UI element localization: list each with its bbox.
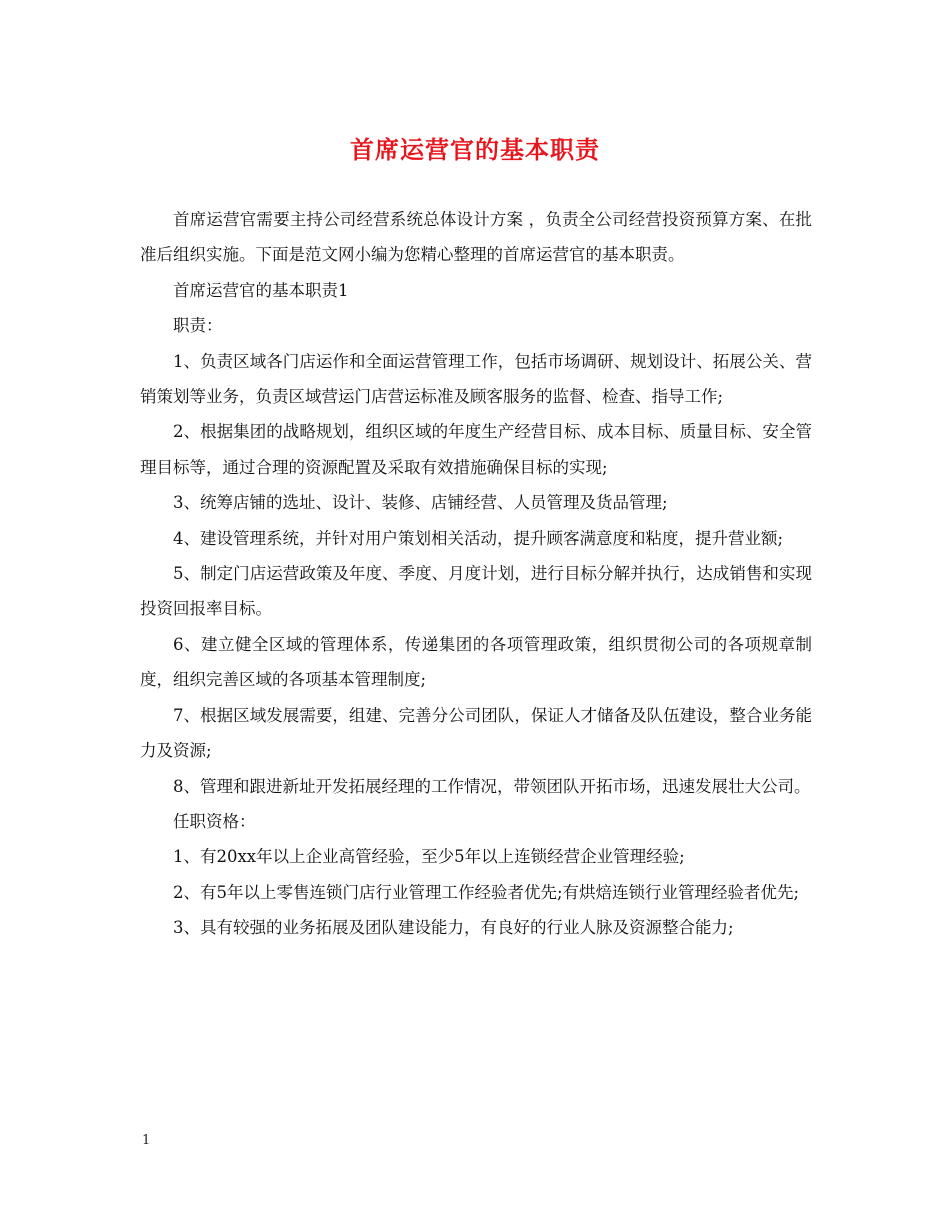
intro-paragraph: 首席运营官需要主持公司经营系统总体设计方案 ，负责全公司经营投资预算方案、在批准后组织实施。下面是范文网小编为您精心整理的首席运营官的基本职责。 — [140, 210, 812, 265]
document-title: 首席运营官的基本职责 — [350, 135, 600, 164]
section-heading: 首席运营官的基本职责1 — [173, 280, 349, 300]
duty-item: 6、建立健全区域的管理体系，传递集团的各项管理政策，组织贯彻公司的各项规章制度，组织完善区域的各项基本管理制度; — [140, 634, 812, 690]
duty-item: 5、制定门店运营政策及年度、季度、月度计划，进行目标分解并执行，达成销售和实现投资回报率目标。 — [140, 564, 812, 619]
duty-item: 8、管理和跟进新址开发拓展经理的工作情况，带领团队开拓市场，迅速发展壮大公司。 — [173, 776, 811, 796]
qualification-item: 1、有20xx年以上企业高管经验，至少5年以上连锁经营企业管理经验; — [173, 847, 685, 867]
page-number: 1 — [142, 1133, 151, 1148]
subheading-duties: 职责： — [173, 316, 223, 336]
qualification-item: 2、有5年以上零售连锁门店行业管理工作经验者优先;有烘焙连锁行业管理经验者优先; — [173, 882, 800, 902]
duty-item: 1、负责区域各门店运作和全面运营管理工作，包括市场调研、规划设计、拓展公关、营销策划等业务，负责区域营运门店营运标准及顾客服务的监督、检查、指导工作; — [140, 351, 812, 407]
duty-item: 2、根据集团的战略规划，组织区域的年度生产经营目标、成本目标、质量目标、安全管理目标等，通过合理的资源配置及采取有效措施确保目标的实现; — [140, 422, 812, 477]
document-body — [140, 202, 812, 946]
duty-item: 4、建设管理系统，并针对用户策划相关活动，提升顾客满意度和粘度，提升营业额; — [173, 528, 784, 548]
duty-item: 7、根据区域发展需要，组建、完善分公司团队，保证人才储备及队伍建设，整合业务能力及资源; — [140, 705, 812, 761]
qualification-item: 3、具有较强的业务拓展及团队建设能力，有良好的行业人脉及资源整合能力; — [173, 918, 734, 938]
duty-item: 3、统筹店铺的选址、设计、装修、店铺经营、人员管理及货品管理; — [173, 493, 668, 513]
subheading-qualifications: 任职资格： — [173, 811, 256, 831]
